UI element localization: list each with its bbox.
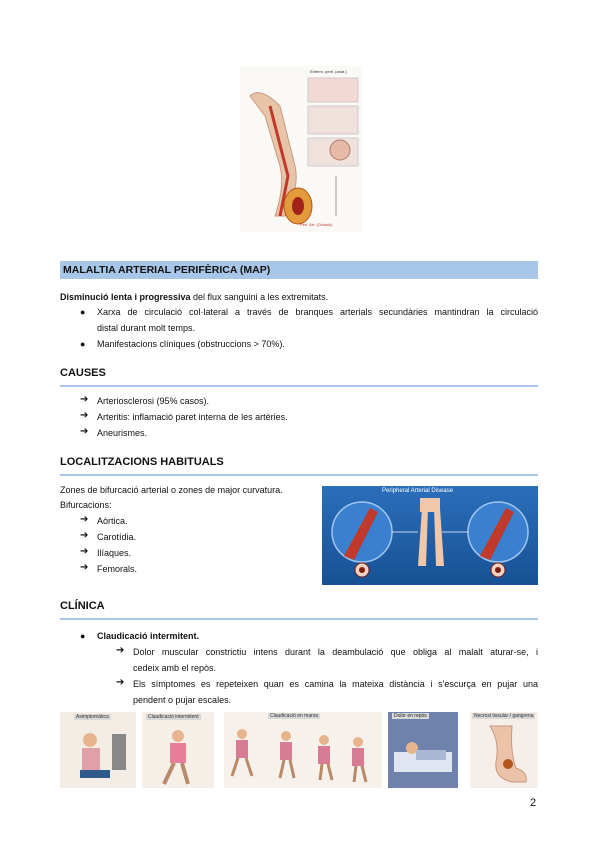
causes-item-3: Aneurismes. bbox=[97, 428, 148, 438]
page-number: 2 bbox=[530, 797, 537, 809]
intro-bullet-1-cont: distal durant molt temps. bbox=[97, 323, 196, 333]
clinica-sub-1: Dolor muscular constrictiu intens durant la deambulació que obliga al malalt aturar-se, i bbox=[133, 647, 538, 657]
stage-3-illustration bbox=[224, 712, 382, 788]
intro-bullet-2: Manifestacions clíniques (obstruccions > 70%). bbox=[97, 339, 285, 349]
bifurcacio-femorals: Femorals. bbox=[97, 564, 138, 574]
arrow-right-icon: ➔ bbox=[80, 514, 89, 525]
top-figure-caption: Peri. Art. (Oclusió) bbox=[300, 222, 333, 227]
arrow-right-icon: ➔ bbox=[116, 677, 125, 688]
localitzacions-line-1: Zones de bifurcació arterial o zones de major curvatura. bbox=[60, 485, 283, 495]
bifurcacio-iliaques: Ilíaques. bbox=[97, 548, 132, 558]
intro-bullet-1: Xarxa de circulació col·lateral a través de branques arterials secundàries mantindran la circulació bbox=[97, 307, 538, 317]
localitzacions-rule bbox=[60, 474, 538, 476]
bifurcacio-carotidia: Carotídia. bbox=[97, 532, 137, 542]
localitzacions-line-2: Bifurcacions: bbox=[60, 500, 112, 510]
stage-caption: Dolor en repòs bbox=[394, 713, 427, 719]
clinica-sub-2-cont: pendent o pujar escales. bbox=[133, 695, 232, 705]
arrow-right-icon: ➔ bbox=[80, 410, 89, 421]
bifurcacio-aortica: Aòrtica. bbox=[97, 516, 128, 526]
stage-2-illustration bbox=[142, 712, 214, 788]
clinica-heading: CLÍNICA bbox=[60, 600, 105, 612]
stage-4-illustration bbox=[388, 712, 458, 788]
section-title: MALALTIA ARTERIAL PERIFÈRICA (MAP) bbox=[60, 261, 538, 279]
bullet-dot-icon: ● bbox=[80, 339, 86, 349]
arrow-right-icon: ➔ bbox=[80, 546, 89, 557]
pad-diagram-image bbox=[322, 486, 538, 585]
causes-heading: CAUSES bbox=[60, 367, 106, 379]
arrow-right-icon: ➔ bbox=[80, 562, 89, 573]
causes-item-1: Arteriosclerosi (95% casos). bbox=[97, 396, 210, 406]
pad-diagram-title: Peripheral Arterial Disease bbox=[382, 488, 454, 494]
clinica-sub-1-cont: cedeix amb el repòs. bbox=[133, 663, 217, 673]
stage-caption: Claudicació intermitent bbox=[148, 714, 199, 720]
bullet-dot-icon: ● bbox=[80, 307, 86, 317]
causes-rule bbox=[60, 385, 538, 387]
stage-1-illustration bbox=[60, 712, 136, 788]
clinica-rule bbox=[60, 618, 538, 620]
arrow-right-icon: ➔ bbox=[116, 645, 125, 656]
intro-paragraph bbox=[60, 289, 328, 305]
clinica-bullet: Claudicació intermitent. bbox=[97, 631, 200, 641]
bullet-dot-icon: ● bbox=[80, 631, 86, 641]
top-figure-label: Enferm. perif. (anat.) bbox=[310, 69, 347, 74]
intro-bold: Disminució lenta i progressiva bbox=[60, 292, 191, 302]
clinica-sub-2: Els símptomes es repeteixen quan es camina la mateixa distància i s'escurça en pujar una bbox=[133, 679, 538, 689]
stage-5-illustration bbox=[470, 712, 538, 788]
causes-item-2: Arteritis: inflamació paret interna de les artèries. bbox=[97, 412, 288, 422]
stage-caption: Asimptomàtica bbox=[76, 714, 109, 720]
localitzacions-heading: LOCALITZACIONS HABITUALS bbox=[60, 456, 224, 468]
stage-caption: Claudicació en marxa bbox=[270, 713, 319, 719]
stage-caption: Necrosi tissular / gangrena bbox=[474, 713, 534, 719]
arrow-right-icon: ➔ bbox=[80, 530, 89, 541]
arrow-right-icon: ➔ bbox=[80, 394, 89, 405]
intro-rest: del flux sanguini a les extremitats. bbox=[190, 292, 329, 302]
arrow-right-icon: ➔ bbox=[80, 426, 89, 437]
top-illustration bbox=[240, 66, 362, 232]
